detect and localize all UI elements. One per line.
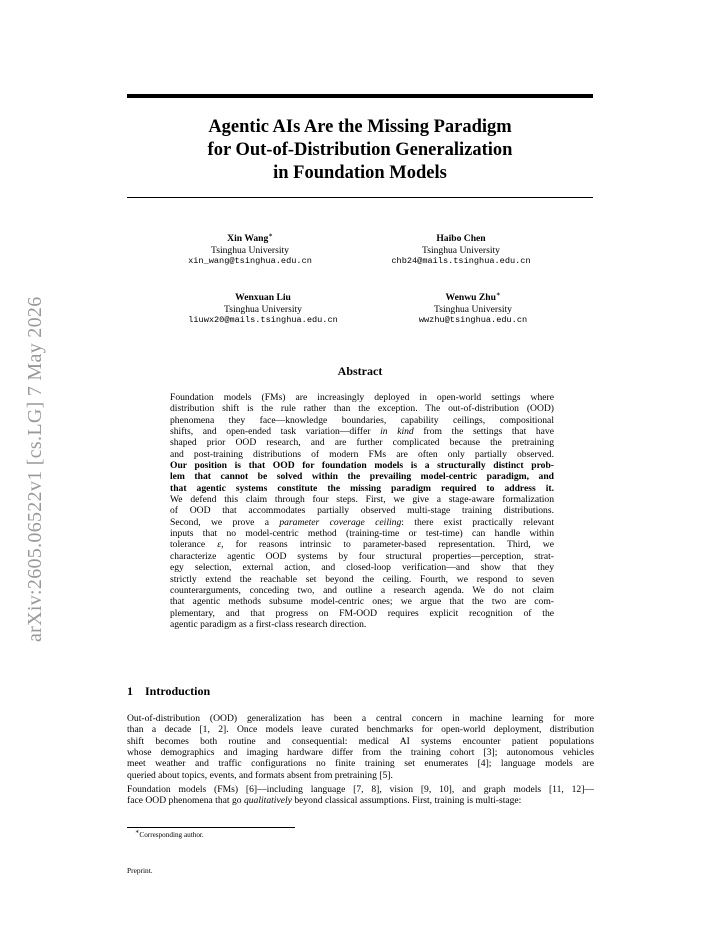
title-line-1: Agentic AIs Are the Missing Paradigm <box>208 117 512 137</box>
text-line <box>127 724 594 735</box>
text-line <box>127 795 594 806</box>
text-line <box>127 747 594 758</box>
text-run: beyond classical assumptions. First, training is multi-stage: <box>291 795 522 807</box>
text-line <box>170 426 554 437</box>
text-run: Second, we prove a <box>170 516 280 528</box>
title-line-3: in Foundation Models <box>273 163 447 183</box>
intro-paragraph-1 <box>127 713 594 781</box>
text-line <box>170 460 554 471</box>
preprint-label: Preprint. <box>127 866 153 875</box>
text-run: lem that cannot be solved within the prevailing model-centric paradigm, and <box>170 471 554 483</box>
author-name: Wenxuan Liu <box>235 292 291 303</box>
text-run: egy selection, external action, and closed-loop verification—and show that they <box>170 562 554 574</box>
text-run: in kind <box>380 426 414 438</box>
text-run: strictly extend the reachable set beyond the ceiling. Fourth, we respond to seven <box>170 573 554 585</box>
text-run: ε <box>217 539 222 551</box>
text-run: tolerance <box>170 539 218 551</box>
text-run: queried about topics, events, and formats absent from pretraining [5]. <box>127 769 393 781</box>
text-run: counterarguments, conceding two, and outline a research agenda. We do not claim <box>170 584 554 596</box>
abstract-body <box>170 392 554 630</box>
author-name: Xin Wang∗ <box>227 231 273 244</box>
text-run: , for reasons intrinsic to parameter-based representation. Third, we <box>221 539 554 551</box>
text-line <box>170 551 554 562</box>
text-run: parameter coverage ceiling <box>279 516 402 528</box>
text-run: shifts, and open-ended task variation—differ <box>170 426 381 438</box>
text-run: shaped prior OOD research, and are further complicated because the pretraining <box>170 437 554 449</box>
text-line <box>170 494 554 505</box>
author-email: liuwx20@mails.tsinghua.edu.cn <box>188 315 338 325</box>
author-email: wwzhu@tsinghua.edu.cn <box>418 315 528 325</box>
text-run: phenomena they face—knowledge boundaries, capability ceilings, compositional <box>170 414 554 426</box>
arxiv-identifier-text: arXiv:2605.06522v1 [cs.LG] 7 May 2026 <box>24 296 46 642</box>
text-line <box>170 449 554 460</box>
text-line <box>170 619 554 630</box>
text-run: Foundation models (FMs) are increasingly deployed in open-world settings where <box>170 392 554 403</box>
text-run: that agentic systems constitute the missing paradigm required to address it. <box>170 482 554 494</box>
text-line <box>170 528 554 539</box>
author-block <box>140 233 360 268</box>
author-block <box>153 292 373 327</box>
text-line <box>170 415 554 426</box>
intro-paragraph-2 <box>127 784 594 807</box>
text-line <box>170 608 554 619</box>
text-line <box>170 596 554 607</box>
text-run: characterize agentic OOD systems by four structural properties—perception, strat- <box>170 550 554 562</box>
text-run: of OOD that accommodates partially observed multi-stage training distributions. <box>170 505 554 517</box>
section-heading-introduction <box>127 684 210 699</box>
text-line <box>127 758 594 769</box>
text-run: inputs that no model-centric method (training-time or test-time) can handle within <box>170 528 554 540</box>
text-line <box>170 505 554 516</box>
text-line <box>170 403 554 414</box>
text-run: Foundation models (FMs) [6]—including language [7, 8], vision [9, 10], and graph models [11, 12]— <box>127 784 594 795</box>
author-affiliation: Tsinghua University <box>211 244 289 256</box>
text-run: agentic paradigm as a first-class research direction. <box>170 618 367 630</box>
author-block <box>351 233 571 268</box>
text-line <box>127 713 594 724</box>
text-run: than a decade [1, 2]. Once models leave curated benchmarks for open-world deployment, distribution <box>127 724 594 736</box>
author-email: chb24@mails.tsinghua.edu.cn <box>391 256 531 266</box>
text-line <box>170 392 554 403</box>
text-run: Out-of-distribution (OOD) generalization has been a central concern in machine learning for more <box>127 713 594 724</box>
abstract-heading: Abstract <box>337 364 383 378</box>
section-title: Introduction <box>145 684 211 698</box>
text-run: shift becomes both routine and consequential: medical AI systems encounter patient populations <box>127 735 594 747</box>
text-line <box>170 562 554 573</box>
author-name: Haibo Chen <box>436 233 486 244</box>
text-run: meet weather and traffic configurations no finite training set enumerates [4]; language models are <box>127 758 594 770</box>
author-affiliation: Tsinghua University <box>434 303 512 315</box>
text-run: plementary, and that progress on FM-OOD requires explicit recognition of the <box>170 607 554 619</box>
title-rule-bottom <box>127 197 593 198</box>
text-run: face OOD phenomena that go <box>127 795 244 807</box>
author-name: Wenwu Zhu∗ <box>445 290 501 303</box>
text-run: distribution shift is the rule rather than the exception. The out-of-distribution (OOD) <box>170 403 554 415</box>
text-run: whose demographics and imaging hardware differ from the training cohort [3]; autonomous vehicles <box>127 747 594 759</box>
text-run: that agentic methods subsume model-centric ones; we argue that the two are com- <box>170 596 554 608</box>
title-rule-top <box>127 94 593 98</box>
paper-title <box>127 116 593 185</box>
title-line-2: for Out-of-Distribution Generalization <box>207 140 513 160</box>
section-number: 1 <box>127 684 133 698</box>
text-line <box>170 483 554 494</box>
text-run: qualitatively <box>243 795 292 807</box>
text-line <box>170 517 554 528</box>
arxiv-identifier-stamp <box>18 262 48 642</box>
footnote-rule <box>127 827 295 828</box>
text-line <box>170 437 554 448</box>
author-affiliation: Tsinghua University <box>224 303 302 315</box>
text-run: Our position is that OOD for foundation models is a structurally distinct prob- <box>170 460 554 472</box>
text-line <box>127 770 594 781</box>
text-line <box>170 574 554 585</box>
text-line <box>127 736 594 747</box>
text-run: from the settings that have <box>413 426 554 438</box>
text-run: and post-training distributions of modern FMs are often only partially observed. <box>170 448 554 460</box>
text-run: We defend this claim through four steps. First, we give a stage-aware formalization <box>170 494 554 506</box>
footnote: ∗Corresponding author. <box>135 828 204 839</box>
text-line <box>127 784 594 795</box>
text-run: : there exist practically relevant <box>401 516 554 528</box>
text-line <box>170 539 554 550</box>
author-block <box>363 292 583 327</box>
text-line <box>170 585 554 596</box>
author-affiliation: Tsinghua University <box>422 244 500 256</box>
text-line <box>170 471 554 482</box>
author-email: xin_wang@tsinghua.edu.cn <box>188 256 312 266</box>
